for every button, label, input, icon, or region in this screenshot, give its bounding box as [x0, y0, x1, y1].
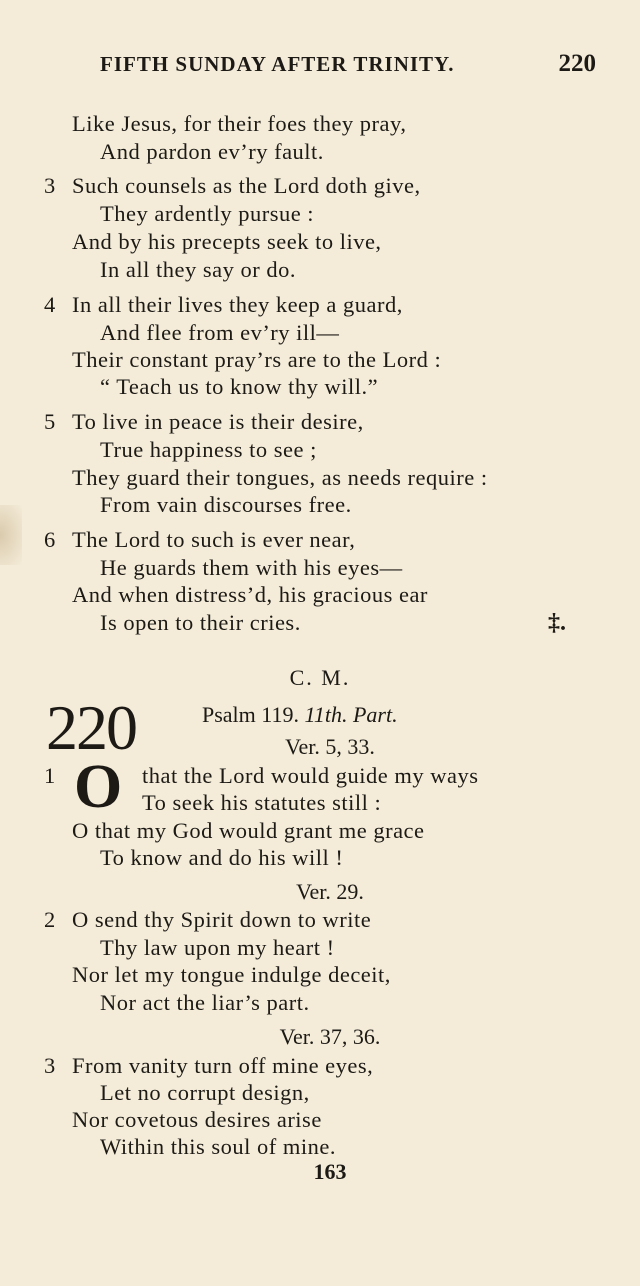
- hymn-line: True happiness to see ;: [100, 437, 317, 462]
- stanza-number: 2: [44, 907, 56, 932]
- hymn-line: They ardently pursue :: [100, 201, 315, 226]
- hymn-line: And when distress’d, his gracious ear: [72, 582, 428, 607]
- hymn-line: To seek his statutes still :: [142, 790, 382, 815]
- hymn-line: O that my God would grant me grace: [72, 818, 425, 843]
- hymn-line: To know and do his will !: [100, 845, 344, 870]
- drop-cap: O: [74, 753, 123, 821]
- stanza-number: 3: [44, 1053, 56, 1078]
- hymn-line: Nor covetous desires arise: [72, 1107, 322, 1132]
- hymn-line: And flee from ev’ry ill—: [100, 320, 340, 345]
- hymn-line: O send thy Spirit down to write: [72, 907, 372, 932]
- hymn-line: Like Jesus, for their foes they pray,: [72, 111, 407, 136]
- hymn-line: And pardon ev’ry fault.: [100, 139, 324, 164]
- hymn-line: In all their lives they keep a guard,: [72, 292, 403, 317]
- hymn-line: And by his precepts seek to live,: [72, 229, 382, 254]
- hymn-line: Nor let my tongue indulge deceit,: [72, 962, 391, 987]
- hymn-line: that the Lord would guide my ways: [142, 763, 479, 788]
- psalm-label: Psalm 119.: [202, 702, 299, 727]
- page-stain: [0, 505, 22, 565]
- footer-page-number: 163: [313, 1159, 347, 1184]
- meter-label: C. M.: [289, 665, 351, 690]
- stanza-number: 5: [44, 409, 56, 434]
- hymn-line: The Lord to such is ever near,: [72, 527, 356, 552]
- hymn-line: From vanity turn off mine eyes,: [72, 1053, 374, 1078]
- verse-reference: Ver. 37, 36.: [279, 1024, 381, 1049]
- stanza-number: 1: [44, 763, 56, 788]
- hymn-line: “ Teach us to know thy will.”: [100, 374, 379, 399]
- hymn-line: Within this soul of mine.: [100, 1134, 336, 1159]
- hymn-line: In all they say or do.: [100, 257, 296, 282]
- hymn-line: Thy law upon my heart !: [100, 935, 335, 960]
- hymn-line: Is open to their cries.: [100, 610, 301, 635]
- hymn-line: Nor act the liar’s part.: [100, 990, 310, 1015]
- page-header: [100, 50, 600, 84]
- verse-reference: Ver. 29.: [296, 879, 364, 904]
- hymn-line: He guards them with his eyes—: [100, 555, 403, 580]
- hymn-line: Let no corrupt design,: [100, 1080, 310, 1105]
- verse-reference: Ver. 5, 33.: [285, 734, 375, 759]
- hymn-number: 220: [46, 692, 136, 763]
- hymn-line: They guard their tongues, as needs require :: [72, 465, 488, 490]
- running-title: FIFTH SUNDAY AFTER TRINITY.: [100, 52, 455, 76]
- hymn-line: Such counsels as the Lord doth give,: [72, 173, 421, 198]
- end-mark: ‡.: [548, 610, 566, 636]
- header-page-number: 220: [558, 50, 596, 77]
- hymn-line: To live in peace is their desire,: [72, 409, 364, 434]
- psalm-reference: [202, 701, 398, 729]
- stanza-number: 6: [44, 527, 56, 552]
- stanza-number: 4: [44, 292, 56, 317]
- hymn-line: Their constant pray’rs are to the Lord :: [72, 347, 442, 372]
- part-label: 11th. Part.: [304, 702, 398, 727]
- stanza-number: 3: [44, 173, 56, 198]
- hymn-line: From vain discourses free.: [100, 492, 352, 517]
